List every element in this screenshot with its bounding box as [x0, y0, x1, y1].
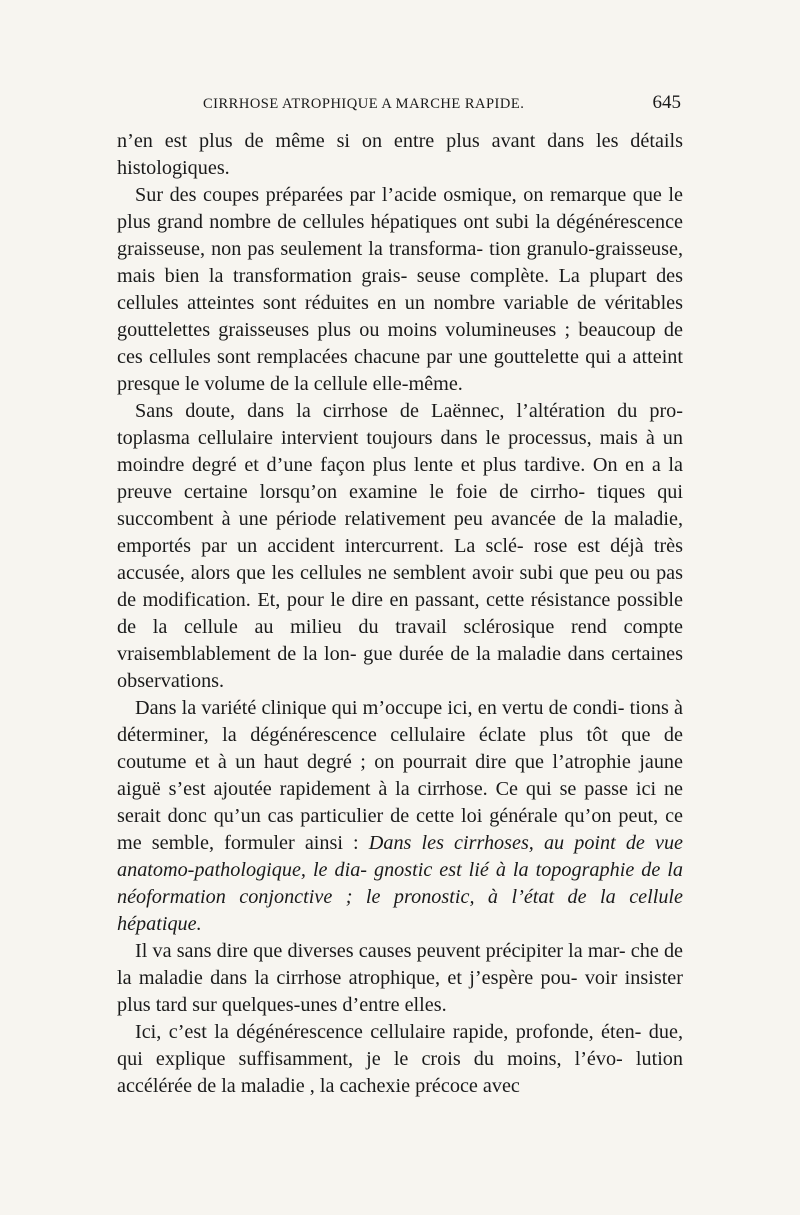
paragraph-3: Sans doute, dans la cirrhose de Laënnec, l’altération du pro- toplasma cellulaire intervient toujours dans le processus, mais à un moindre degré et d’une façon plus lente et plus tardive. On en a la preuve certaine lorsqu’on examine le foie de cirrho- tiques qui succombent à une période relativement peu avancée de la maladie, emportés par un accident intercurrent. La sclé- rose est déjà très accusée, alors que les cellules ne semblent avoir subi que peu ou pas de modification. Et, pour le dire en passant, cette résistance possible de la cellule au milieu du travail sclérosique rend compte vraisemblablement de la lon- gue durée de la maladie dans certaines observations.: [117, 400, 683, 692]
paragraph-5: Il va sans dire que diverses causes peuvent précipiter la mar- che de la maladie dans la cirrhose atrophique, et j’espère pou- voir insister plus tard sur quelques-unes d’entre elles.: [117, 940, 683, 1016]
body-text: [117, 128, 683, 1100]
running-title: CIRRHOSE ATROPHIQUE A MARCHE RAPIDE.: [203, 96, 525, 112]
paragraph-2: Sur des coupes préparées par l’acide osmique, on remarque que le plus grand nombre de cellules hépatiques ont subi la dégénérescence graisseuse, non pas seulement la transforma- tion granulo-graisseuse, mais bien la transformation grais- seuse complète. La plupart des cellules atteintes sont réduites en un nombre variable de véritables gouttelettes graisseuses plus ou moins volumineuses ; beaucoup de ces cellules sont remplacées chacune par une gouttelette qui a atteint presque le volume de la cellule elle-même.: [117, 184, 683, 395]
paragraph-1: n’en est plus de même si on entre plus avant dans les détails histologiques.: [117, 130, 683, 179]
page-number: 645: [652, 92, 681, 113]
paragraph-4-text: Dans la variété clinique qui m’occupe ici, en vertu de condi- tions à déterminer, la dégénérescence cellulaire éclate plus tôt que de coutume et à un haut degré ; on pourrait dire que l’atrophie jaune aiguë s’est ajoutée rapidement à la cirrhose. Ce qui se passe ici ne serait donc qu’un cas particulier de cette loi générale qu’on peut, ce me semble, formuler ainsi :: [117, 697, 683, 854]
page-header: [117, 92, 683, 128]
book-page: [117, 92, 683, 1100]
law-statement: Dans les cirrhoses, au point de vue anatomo-pathologique, le dia- gnostic est lié à la topographie de la néoformation conjonctive ; le pronostic, à l’état de la cellule hépatique.: [117, 832, 684, 935]
paragraph-6: Ici, c’est la dégénérescence cellulaire rapide, profonde, éten- due, qui explique suffisamment, je le crois du moins, l’évo- lution accélérée de la maladie , la cachexie précoce avec: [117, 1021, 683, 1097]
paragraph-4: [117, 695, 683, 938]
